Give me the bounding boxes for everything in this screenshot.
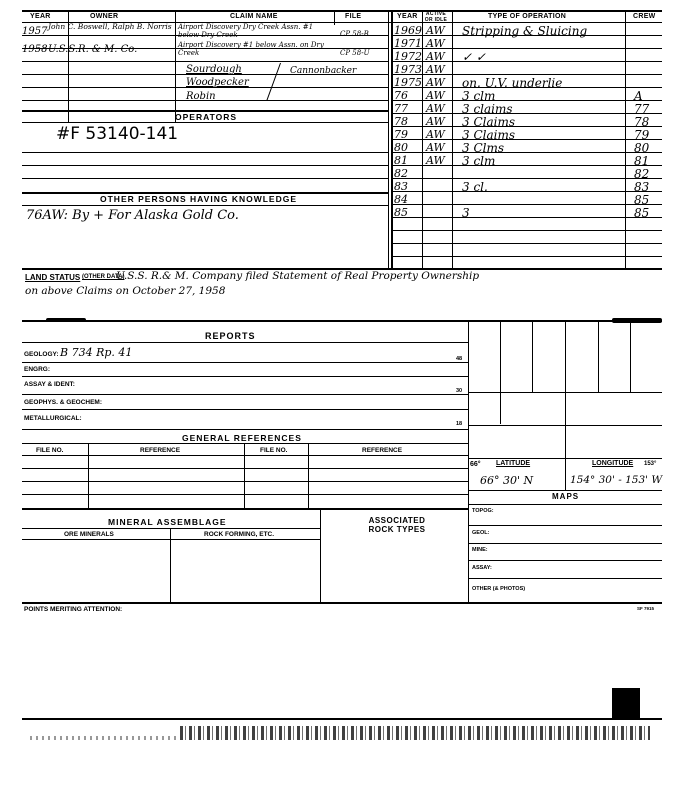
owner-claim-1: Airport Discovery Dry Creek Assn. #1 below Dry Creek	[178, 23, 314, 39]
top-border	[22, 10, 662, 12]
operation-type: Stripping & Sluicing	[462, 24, 588, 38]
operation-year: 79	[394, 128, 408, 141]
operation-status: AW	[426, 115, 445, 128]
operation-year: 82	[394, 167, 408, 180]
mineral-bottom-line	[22, 602, 662, 604]
grid-number-18: 18	[456, 421, 463, 427]
geology-value: B 734 Rp. 41	[60, 346, 133, 359]
owner-name-2: U.S.S.R. & M. Co.	[48, 44, 138, 55]
operation-crew: 85	[634, 206, 650, 220]
operators-heading: OPERATORS	[175, 112, 238, 122]
operation-status: AW	[426, 50, 445, 63]
other-persons-value: 76AW: By + For Alaska Gold Co.	[26, 208, 239, 223]
operation-crew: 81	[634, 154, 650, 168]
header-crew: CREW	[633, 13, 656, 20]
latitude-value: 66° 30' N	[480, 474, 534, 487]
ops-row-line	[391, 178, 662, 179]
land-status-label: LAND STATUS	[25, 273, 81, 282]
operators-line	[22, 178, 388, 179]
references-col-divider	[308, 443, 309, 510]
grid-cell	[500, 392, 566, 424]
maps-left-border	[468, 504, 469, 602]
references-col-divider	[88, 443, 89, 510]
col-file-no-2: FILE NO.	[260, 447, 288, 454]
operation-year: 1972	[394, 50, 422, 63]
maps-row-line	[468, 578, 662, 579]
maps-row-line	[468, 525, 662, 526]
maps-heading: MAPS	[552, 492, 580, 501]
claim-name-3: Robin	[186, 91, 216, 102]
operation-status: AW	[426, 154, 445, 167]
operation-status: AW	[426, 76, 445, 89]
assay-ident-label: ASSAY & IDENT:	[24, 381, 75, 388]
header-year-ops: YEAR	[397, 13, 418, 20]
operation-type: 3 Clms	[462, 141, 505, 155]
operation-status: AW	[426, 128, 445, 141]
grid-line	[565, 322, 566, 458]
operation-year: 1975	[394, 76, 422, 89]
other-persons-bottom-line	[22, 205, 388, 206]
report-row-line	[22, 394, 468, 395]
grid-line	[532, 322, 533, 392]
operation-year: 80	[394, 141, 408, 154]
operation-crew: 79	[634, 128, 650, 142]
col-divider-file	[388, 10, 389, 268]
smudge-mark	[612, 318, 662, 323]
owner-file-2: CP 58-U	[340, 49, 370, 57]
col-file-no: FILE NO.	[36, 447, 64, 454]
mineral-subheading-line	[22, 539, 320, 540]
references-row-line	[22, 468, 468, 469]
engrg-label: ENGRG:	[24, 366, 50, 373]
associated-rock-divider	[320, 508, 321, 602]
maps-heading-line	[468, 504, 662, 505]
operators-line	[22, 152, 388, 153]
owner-file-1: CP 58-B	[340, 30, 369, 38]
operation-type: on. U.V. underlie	[462, 76, 563, 90]
land-status-sublabel: (OTHER DATA)	[82, 274, 125, 280]
operators-line	[22, 165, 388, 166]
mineral-assemblage-heading: MINERAL ASSEMBLAGE	[108, 517, 227, 527]
header-year: YEAR	[30, 13, 51, 20]
operation-year: 1969	[394, 24, 422, 37]
claim-name-4: Cannonbacker	[290, 66, 357, 76]
lat-lon-divider	[565, 458, 566, 490]
owner-year-1: 1957	[22, 26, 48, 37]
col-divider-claim	[334, 10, 335, 25]
operation-status: AW	[426, 89, 445, 102]
header-owner: OWNER	[90, 13, 119, 20]
form-number: SF 7915	[637, 606, 655, 611]
maps-other: OTHER (& PHOTOS)	[472, 586, 526, 592]
operation-year: 78	[394, 115, 408, 128]
operation-year: 83	[394, 180, 408, 193]
ops-row-line	[391, 204, 662, 205]
header-claim-name: CLAIM NAME	[230, 13, 278, 20]
ore-minerals-label: ORE MINERALS	[64, 531, 114, 538]
operation-type: 3 claims	[462, 102, 513, 116]
mineral-heading-line	[22, 528, 320, 529]
reports-heading: REPORTS	[205, 331, 256, 341]
operation-type: 3 clm	[462, 154, 496, 168]
operation-status: AW	[426, 24, 445, 37]
operation-crew: A	[634, 89, 643, 103]
claim-name-1: Sourdough	[186, 64, 242, 75]
owner-year-2: 1958	[22, 44, 48, 55]
ops-row-line	[391, 230, 662, 231]
references-row-line	[22, 481, 468, 482]
points-meriting-attention-label: POINTS MERITING ATTENTION:	[24, 606, 123, 613]
references-col-divider	[244, 443, 245, 510]
longitude-value: 154° 30' - 153' W	[570, 474, 663, 486]
operation-year: 81	[394, 154, 408, 167]
operation-year: 84	[394, 193, 408, 206]
rock-forming-label: ROCK FORMING, ETC.	[204, 531, 275, 538]
operation-type: 3 Claims	[462, 128, 515, 142]
general-references-heading: GENERAL REFERENCES	[182, 433, 302, 443]
operation-crew: 80	[634, 141, 650, 155]
grid-line	[598, 322, 599, 392]
land-status-text-1: U.S.S. R.& M. Company filed Statement of Real Property Ownership	[116, 270, 480, 282]
other-persons-heading: OTHER PERSONS HAVING KNOWLEDGE	[100, 194, 298, 204]
latitude-label: LATITUDE	[496, 460, 531, 467]
report-row-line	[22, 409, 468, 410]
ops-row-line	[391, 243, 662, 244]
header-type-of-operation: TYPE OF OPERATION	[488, 13, 567, 20]
maps-row-line	[468, 560, 662, 561]
claim-name-2: Woodpecker	[186, 77, 249, 88]
scan-artifact-block	[612, 688, 640, 720]
operation-status: AW	[426, 63, 445, 76]
bracket-line	[266, 63, 281, 101]
operation-type: 3	[462, 206, 470, 220]
report-row-line	[22, 362, 468, 363]
operation-crew: 83	[634, 180, 650, 194]
reports-right-divider	[468, 320, 469, 510]
scan-artifact-noise	[30, 736, 180, 740]
grid-line	[630, 322, 631, 392]
maps-row-line	[468, 543, 662, 544]
owner-claim-2: Airport Discovery #1 below Assn. on Dry Creek	[178, 41, 324, 57]
references-bottom-line	[22, 508, 468, 510]
operation-status: AW	[426, 37, 445, 50]
col-reference-2: REFERENCE	[362, 447, 403, 454]
operation-status: AW	[426, 141, 445, 154]
longitude-label: LONGITUDE	[592, 460, 634, 467]
operation-year: 1973	[394, 63, 422, 76]
ops-row-line	[391, 217, 662, 218]
reports-top-border	[22, 320, 662, 322]
owner-name-1: John C. Boswell, Ralph B. Norris	[48, 22, 172, 31]
operation-year: 76	[394, 89, 408, 102]
reports-heading-line	[22, 342, 468, 343]
owner-row-line	[22, 61, 388, 62]
report-row-line	[22, 376, 468, 377]
col-divider-owner	[175, 10, 176, 122]
operators-bottom-line	[22, 122, 388, 123]
metallurgical-label: METALLURGICAL:	[24, 415, 82, 422]
scan-artifact-line	[22, 718, 662, 720]
land-status-text-2: on above Claims on October 27, 1958	[25, 285, 226, 297]
maps-topog: TOPOG:	[472, 508, 494, 514]
col-reference: REFERENCE	[140, 447, 181, 454]
ops-row-line	[391, 191, 662, 192]
lon-suffix: 153°	[644, 461, 657, 467]
maps-assay: ASSAY:	[472, 565, 492, 571]
operation-year: 77	[394, 102, 408, 115]
operation-crew: 78	[634, 115, 650, 129]
mineral-col-divider	[170, 528, 171, 602]
ops-row-line	[391, 256, 662, 257]
header-file: FILE	[345, 13, 362, 20]
operation-status: AW	[426, 102, 445, 115]
operation-crew: 85	[634, 193, 650, 207]
scan-artifact-noise	[180, 726, 650, 740]
operation-year: 85	[394, 206, 408, 219]
operation-type: 3 Claims	[462, 115, 515, 129]
operation-crew: 77	[634, 102, 650, 116]
grid-line	[500, 322, 501, 392]
grid-number-48: 48	[456, 356, 463, 362]
associated-rock-types-heading: ASSOCIATED ROCK TYPES	[368, 516, 426, 534]
operation-type: 3 clm	[462, 89, 496, 103]
operation-type: 3 cl.	[462, 180, 488, 194]
geology-label: GEOLOGY:	[24, 351, 59, 358]
operators-value: #F 53140-141	[56, 124, 179, 144]
lat-prefix: 66°	[470, 461, 481, 468]
operation-crew: 82	[634, 167, 650, 181]
header-active-idle: ACTIVE OR IDLE	[424, 11, 448, 23]
maps-mine: MINE:	[472, 547, 488, 553]
operation-type: ✓ ✓	[462, 50, 486, 64]
maps-geol: GEOL:	[472, 530, 490, 536]
operation-year: 1971	[394, 37, 422, 50]
report-row-line	[22, 429, 468, 430]
grid-number-30: 30	[456, 388, 463, 394]
geophys-label: GEOPHYS. & GEOCHEM:	[24, 399, 103, 406]
references-row-line	[22, 494, 468, 495]
maps-top-line	[468, 490, 662, 491]
